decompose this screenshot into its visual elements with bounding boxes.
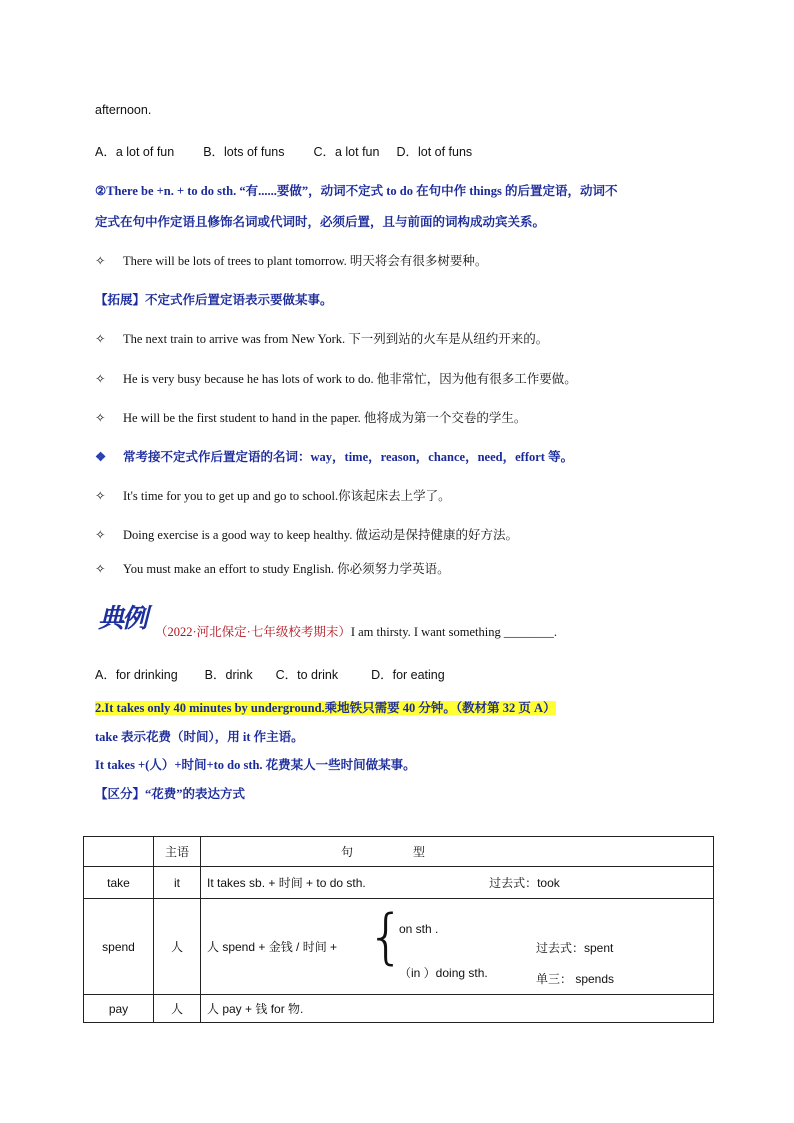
example2-2 — [95, 369, 577, 387]
point2-title — [95, 698, 556, 716]
example-text: The next train to arrive was from New York. 下一列到站的火车是从纽约开来的。 — [123, 332, 549, 346]
subject-cell: it — [154, 867, 201, 899]
header-cell-empty — [84, 837, 154, 867]
example2-1 — [95, 329, 548, 347]
pattern-cell — [201, 899, 714, 995]
rule2-line2: 定式在句中作定语且修饰名词或代词时，必须后置，且与前面的词构成动宾关系。 — [95, 215, 546, 229]
question-source: （2022·河北保定·七年级校考期末） — [155, 625, 351, 639]
rule2-line1: ②There be +n. + to do sth. “有......要做”，动词不定式 to do 在句中作 things 的后置定语，动词不 — [95, 184, 618, 198]
example-text: He will be the first student to hand in the paper. 他将成为第一个交卷的学生。 — [123, 411, 527, 425]
pattern-text: 人 spend + 金钱 / 时间 + — [207, 940, 338, 954]
past-tense-note: 过去式：took — [489, 876, 560, 890]
typical-question — [155, 622, 557, 640]
diamond-bullet-icon: ❖ — [95, 450, 107, 464]
example-text: It's time for you to get up and go to school.你该起床去上学了。 — [123, 489, 451, 503]
left-brace-icon: { — [367, 902, 406, 972]
table-row — [84, 899, 714, 995]
past-tense-note: 过去式：spent — [536, 941, 614, 955]
take-pattern: It takes +(人）+时间+to do sth. 花费某人一些时间做某事。 — [95, 758, 416, 772]
example1 — [95, 251, 487, 269]
option-d: D．for eating — [371, 668, 445, 682]
bullet-icon: ✧ — [95, 411, 106, 425]
header-pattern-text: 句型 — [341, 845, 486, 859]
diff-title: 【区分】“花费”的表达方式 — [95, 787, 246, 801]
pattern-text: It takes sb. + 时间 + to do sth. — [207, 876, 366, 890]
bullet-icon: ✧ — [95, 528, 106, 542]
top-line: afternoon. — [95, 103, 152, 117]
table-row — [84, 867, 714, 899]
bullet-icon: ✧ — [95, 332, 106, 346]
table-header-row — [84, 837, 714, 867]
subject-cell: 人 — [154, 899, 201, 995]
table-row — [84, 995, 714, 1023]
brace-option-top: on sth . — [399, 922, 439, 936]
q1-options — [95, 142, 472, 160]
example-text: You must make an effort to study English. 你必须努力学英语。 — [123, 562, 450, 576]
third-person-note: 单三： spends — [536, 972, 615, 986]
common-nouns-text: 常考接不定式作后置定语的名词：way，time，reason，chance，need，effort 等。 — [123, 450, 574, 464]
common-nouns — [95, 447, 573, 465]
option-a: A．for drinking — [95, 668, 178, 682]
verb-cell: pay — [84, 995, 154, 1023]
question-text: I am thirsty. I want something ________. — [350, 625, 557, 639]
verb-cell: spend — [84, 899, 154, 995]
example3-2 — [95, 525, 518, 543]
example3-3 — [95, 559, 450, 577]
option-b: B．lots of funs — [203, 145, 285, 159]
option-c: C．a lot fun — [313, 145, 380, 159]
example-text: Doing exercise is a good way to keep healthy. 做运动是保持健康的好方法。 — [123, 528, 518, 542]
bullet-icon: ✧ — [95, 372, 106, 386]
option-d: D．lot of funs — [396, 145, 473, 159]
example3-1 — [95, 486, 451, 504]
example-text: He is very busy because he has lots of work to do. 他非常忙，因为他有很多工作要做。 — [123, 372, 577, 386]
bullet-icon: ✧ — [95, 254, 106, 268]
typical-example-badge — [98, 598, 154, 632]
spend-expressions-table — [83, 836, 714, 1023]
pattern-cell: 人 pay + 钱 for 物. — [201, 995, 714, 1023]
example2-3 — [95, 408, 526, 426]
typical-options — [95, 665, 445, 683]
header-cell-subject: 主语 — [154, 837, 201, 867]
expand-title: 【拓展】不定式作后置定语表示要做某事。 — [95, 293, 333, 307]
example1-text: There will be lots of trees to plant tomorrow. 明天将会有很多树要种。 — [123, 254, 488, 268]
take-note: take 表示花费（时间），用 it 作主语。 — [95, 730, 304, 744]
pattern-cell — [201, 867, 714, 899]
verb-cell: take — [84, 867, 154, 899]
header-cell-pattern — [201, 837, 714, 867]
bullet-icon: ✧ — [95, 562, 106, 576]
bullet-icon: ✧ — [95, 489, 106, 503]
point2-title-text: 2.It takes only 40 minutes by underground.乘地铁只需要 40 分钟。（教材第 32 页 A） — [95, 701, 556, 715]
badge-text: 典例 — [98, 604, 147, 634]
option-a: A．a lot of fun — [95, 145, 175, 159]
option-c: C．to drink — [275, 668, 339, 682]
brace-option-bottom: （in ）doing sth. — [399, 966, 488, 980]
option-b: B．drink — [204, 668, 253, 682]
subject-cell: 人 — [154, 995, 201, 1023]
